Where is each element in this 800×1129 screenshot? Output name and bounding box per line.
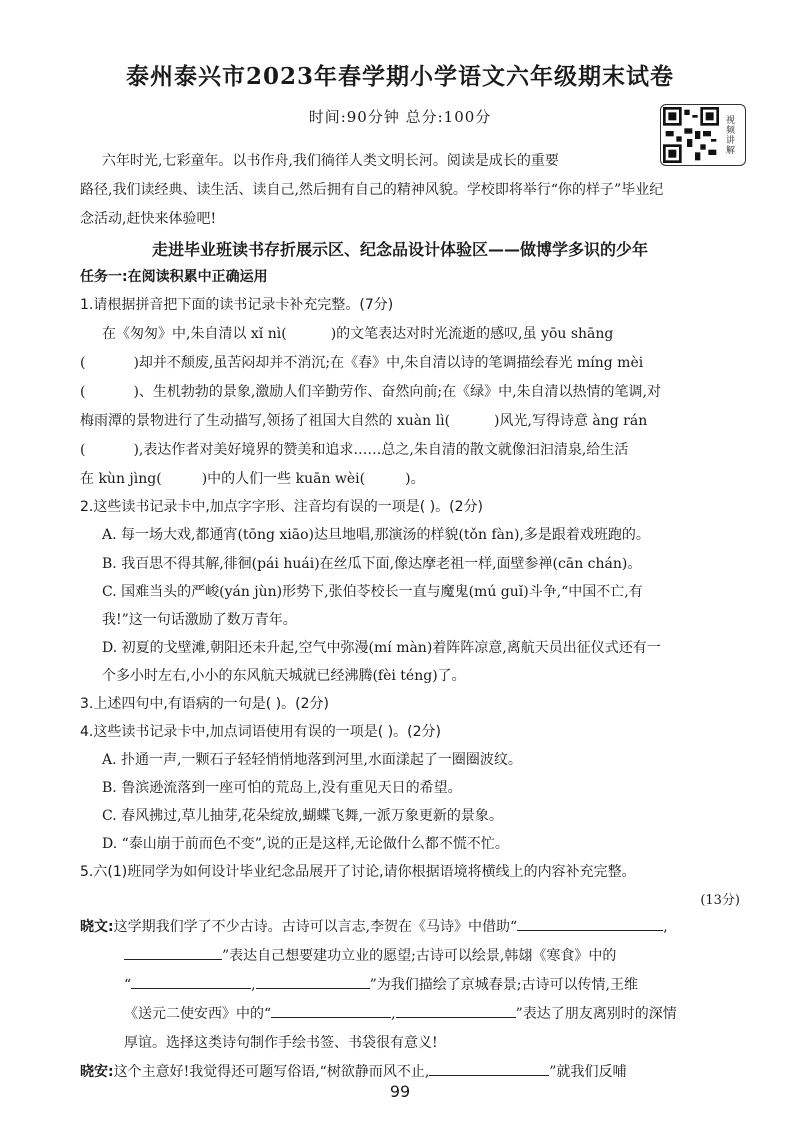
q1-line-3 [80,381,750,401]
q5-answer-blank-2[interactable] [124,945,222,960]
q1-l2-text-b: )却并不颓废,虽苦闷却并不消沉;在《春》中,朱自清以诗的笔调描绘春光 míng mèi [133,355,644,371]
q1-line-6 [80,468,750,488]
q1-l4-text-a: 梅雨潭的景物进行了生动描写,领扬了祖国大自然的 xuàn lì( [80,413,451,429]
q2-option-a: A. 每一场大戏,都通宵(tōng xiāo)达旦地唱,那演汤的样貌(tǒn fàn),多是跟着戏班跑的。 [102,527,650,543]
q4-option-d: D. “泰山崩于前而色不变”,说的正是这样,无论做什么都不慌不忙。 [102,836,509,852]
q1-line-1 [102,323,772,343]
q1-l1-text-b: )的文笔表达对时光流逝的感叹,虽 yōu shāng [330,326,614,342]
speaker-xiaoan: 晓安: [80,1064,114,1080]
q5-score: (13分) [700,893,740,908]
q5-xw3-comma: , [251,977,256,993]
q5-xiaowen-line-5 [80,1032,750,1052]
q4-option-c: C. 春风拂过,草儿抽芽,花朵绽放,蝴蝶飞舞,一派万象更新的景象。 [102,808,503,824]
q4-stem: 4.这些读书记录卡中,加点词语使用有误的一项是( )。(2分) [80,724,442,740]
q1-answer-blank-1[interactable] [287,324,331,338]
q1-l1-text-a: 在《匆匆》中,朱自清以 xǐ nì( [102,326,287,342]
q5-xiaowen-line-2 [80,945,750,965]
intro-line-3: 念活动,赶快来体验吧! [80,211,217,227]
q1-l5-text-a: ( [80,442,86,458]
q5-xw1-text: 这学期我们学了不少古诗。古诗可以言志,李贺在《马诗》中借助“ [113,919,518,935]
q5-xiaowen-line-4 [80,1003,750,1023]
exam-subtitle: 时间:90分钟 总分:100分 [308,108,492,126]
intro-line-1: 六年时光,七彩童年。以书作舟,我们徜徉人类文明长河。阅读是成长的重要 [102,153,559,169]
q2-option-d-line-2: 个多小时左右,小小的东风航天城就已经沸腾(fèi téng)了。 [102,668,466,684]
q5-xa1-text: 这个主意好!我觉得还可题写俗语,“树欲静而风不止, [113,1064,430,1080]
qr-label: 视频讲解 [724,115,734,155]
q1-answer-blank-4[interactable] [450,411,494,425]
q1-line-4 [80,410,750,430]
q5-xw3-open: “ [124,977,132,993]
q2-option-c-line-2: 我!”这一句话激励了数万青年。 [102,612,297,628]
q5-xw4-comma: , [391,1006,396,1022]
q1-answer-blank-6[interactable] [162,469,202,483]
q5-answer-blank-4[interactable] [256,974,370,989]
q5-answer-blank-5[interactable] [271,1003,391,1018]
q1-l2-text-a: ( [80,355,86,371]
q1-line-2 [80,352,750,372]
q1-answer-blank-3[interactable] [85,382,133,396]
q5-answer-blank-3[interactable] [131,974,251,989]
q5-answer-blank-6[interactable] [396,1003,516,1018]
q5-answer-blank-7[interactable] [429,1061,549,1076]
q1-l3-text-b: )、生机勃勃的景象,激励人们辛勤劳作、奋然向前;在《绿》中,朱自清以热情的笔调,对 [133,384,661,400]
q1-l3-text-a: ( [80,384,86,400]
q5-xiaowen-line-3 [80,974,750,994]
q2-option-c-line-1: C. 国难当头的严峻(yán jùn)形势下,张伯苓校长一直与魔鬼(mú guǐ)斗争,“中国不亡,有 [102,584,643,600]
q5-stem: 5.六(1)班同学为如何设计毕业纪念品展开了讨论,请你根据语境将横线上的内容补充完整。 [80,864,636,880]
q1-l5-text-b: ),表达作者对美好境界的赞美和追求……总之,朱自清的散文就像汩汩清泉,给生活 [133,442,629,458]
q1-l4-text-b: )风光,写得诗意 àng rán [494,413,648,429]
task1-heading: 任务一:在阅读积累中正确运用 [80,269,268,285]
q1-answer-blank-2[interactable] [85,353,133,367]
q1-answer-blank-5[interactable] [85,440,133,454]
q1-line-5 [80,439,750,459]
q1-l6-text-a: 在 kùn jìng( [80,471,162,487]
q4-option-a: A. 扑通一声,一颗石子轻轻悄悄地落到河里,水面漾起了一圈圈波纹。 [102,752,522,768]
q5-xw5-text: 厚谊。选择这类诗句制作手绘书签、书袋很有意义! [124,1035,438,1051]
q1-stem: 1.请根据拼音把下面的读书记录卡补充完整。(7分) [80,297,394,313]
page-number: 99 [389,1082,411,1101]
q2-option-d-line-1: D. 初夏的戈壁滩,朝阳还未升起,空气中弥漫(mí màn)着阵阵凉意,离航天员出征仪式还有一 [102,640,661,656]
q5-xiaowen-line-1 [80,916,750,936]
q5-xw1-end: , [663,919,668,935]
q3-stem: 3.上述四句中,有语病的一句是( )。(2分) [80,696,330,712]
q5-xw4-text-a: 《送元二使安西》中的“ [124,1006,272,1022]
q5-xa1-end: ”就我们反哺 [549,1064,627,1080]
q1-l6-text-c: )。 [405,471,425,487]
q5-xiaoan-line-1 [80,1061,750,1081]
exam-title: 泰州泰兴市2023年春学期小学语文六年级期末试卷 [125,63,674,90]
q4-option-b: B. 鲁滨逊流落到一座可怕的荒岛上,没有重见天日的希望。 [102,780,462,796]
intro-line-2: 路径,我们读经典、读生活、读自己,然后拥有自己的精神风貌。学校即将举行“你的样子”毕业纪 [80,182,664,198]
speaker-xiaowen: 晓文: [80,919,114,935]
q5-xw2-text: ”表达自己想要建功立业的愿望;古诗可以绘景,韩翃《寒食》中的 [222,948,617,964]
q2-stem: 2.这些读书记录卡中,加点字字形、注音均有误的一项是( )。(2分) [80,499,484,515]
q1-answer-blank-7[interactable] [365,469,405,483]
q2-option-b: B. 我百思不得其解,徘徊(pái huái)在丝瓜下面,像达摩老祖一样,面壁参禅(cān chán)。 [102,556,642,572]
section-title: 走进毕业班读书存折展示区、纪念品设计体验区——做博学多识的少年 [151,240,648,259]
q5-xw3-text: ”为我们描绘了京城春景;古诗可以传情,王维 [369,977,638,993]
q5-answer-blank-1[interactable] [517,916,663,931]
q5-xw4-text-c: ”表达了朋友离别时的深情 [515,1006,677,1022]
q1-l6-text-b: )中的人们一些 kuān wèi( [201,471,366,487]
